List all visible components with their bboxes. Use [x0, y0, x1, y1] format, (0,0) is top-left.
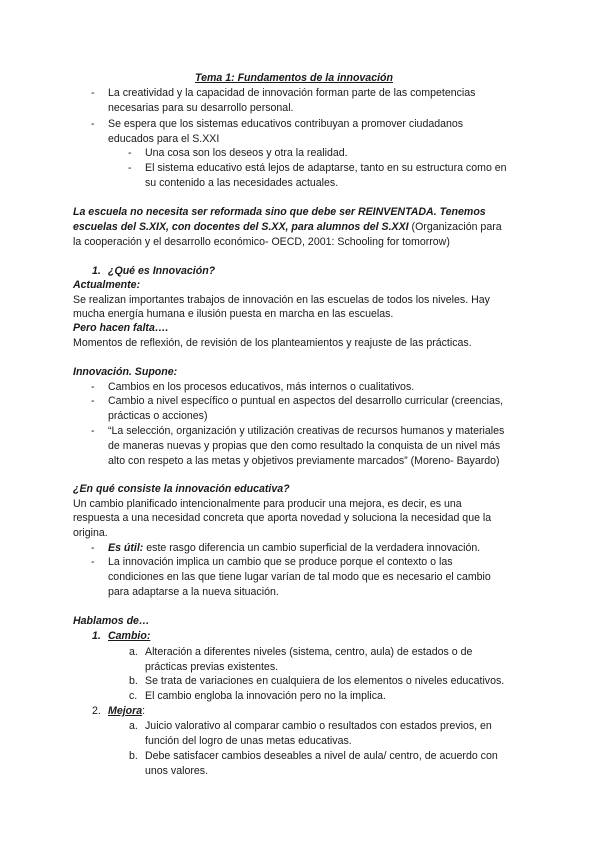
quote-line2-bold: escuelas del S.XIX, con docentes del S.XX, para alumnos del S.XXI [73, 221, 409, 233]
consiste-b2-line2: condiciones en las que tiene lugar varían de tal modo que es necesario el cambio [108, 571, 491, 583]
consiste-b1-rest: este rasgo diferencia un cambio superficial de la verdadera innovación. [143, 542, 481, 554]
mejora-b-letter: b. [129, 750, 138, 762]
cambio-a-line2: prácticas previas existentes. [145, 661, 279, 673]
mejora-label: Mejora [108, 705, 143, 717]
quote-line1: La escuela no necesita ser reformada sino que debe ser REINVENTADA. Tenemos [73, 206, 486, 218]
intro-b2-line1: Se espera que los sistemas educativos contribuyan a promover ciudadanos [108, 118, 464, 130]
mejora-a-line1: Juicio valorativo al comparar cambio o resultados con estados previos, en [145, 720, 492, 732]
mejora-a-line2: función del logro de unas metas educativas. [145, 735, 352, 747]
bullet-dash: - [91, 542, 95, 554]
consiste-b2-line3: para adaptarse a la nueva situación. [108, 586, 279, 598]
supone-b2-line2: prácticas o acciones) [108, 410, 208, 422]
bullet-dash: - [91, 118, 95, 130]
mejora-b-line1: Debe satisfacer cambios deseables a nivel de aula/ centro, de acuerdo con [145, 750, 498, 762]
mejora-number: 2. [92, 705, 101, 717]
quote-line2 [73, 220, 502, 234]
supone-b1: Cambios en los procesos educativos, más internos o cualitativos. [108, 381, 415, 393]
consiste-line1: Un cambio planificado intencionalmente para producir una mejora, es decir, es una [73, 498, 462, 510]
falta-label: Pero hacen falta…. [73, 322, 169, 334]
bullet-dash: - [91, 395, 95, 407]
section1-number: 1. [92, 265, 101, 277]
bullet-dash: - [91, 87, 95, 99]
mejora-b-line2: unos valores. [145, 765, 209, 777]
supone-b3-line3: alto con respeto a las metas y objetivos previamente marcados” (Moreno- Bayardo) [108, 455, 500, 467]
quote-line2-rest: (Organización para [408, 221, 502, 233]
consiste-line3: origina. [73, 527, 108, 539]
cambio-a-line1: Alteración a diferentes niveles (sistema, centro, aula) de estados o de [145, 646, 473, 658]
consiste-b2-line1: La innovación implica un cambio que se produce porque el contexto o las [108, 556, 453, 568]
consiste-b1 [108, 541, 480, 555]
consiste-b1-bold: Es útil: [108, 542, 144, 554]
bullet-dash: - [91, 556, 95, 568]
bullet-dash: - [91, 381, 95, 393]
actualmente-line1: Se realizan importantes trabajos de innovación en las escuelas de todos los niveles. Hay [73, 294, 490, 306]
section1-heading: ¿Qué es Innovación? [108, 265, 216, 277]
intro-sub2-line2: su contenido a las necesidades actuales. [145, 177, 339, 189]
quote-line3: la cooperación y el desarrollo económico- OECD, 2001: Schooling for tomorrow) [73, 236, 450, 248]
consiste-label: ¿En qué consiste la innovación educativa? [73, 483, 290, 495]
bullet-dash: - [128, 147, 132, 159]
cambio-a-letter: a. [129, 646, 138, 658]
intro-sub1: Una cosa son los deseos y otra la realidad. [145, 147, 348, 159]
mejora-colon: : [142, 705, 146, 717]
cambio-number: 1. [92, 630, 101, 642]
intro-b1-line2: necesarias para su desarrollo personal. [108, 102, 294, 114]
supone-b3-line2: de maneras nuevas y propias que den como resultado la conquista de un nivel más [108, 440, 501, 452]
consiste-line2: respuesta a una necesidad concreta que aporta novedad y soluciona la necesidad que la [73, 512, 492, 524]
cambio-c: El cambio engloba la innovación pero no la implica. [145, 690, 386, 702]
cambio-b: Se trata de variaciones en cualquiera de los elementos o niveles educativos. [145, 675, 505, 687]
cambio-b-letter: b. [129, 675, 138, 687]
hablamos-label: Hablamos de… [73, 615, 150, 627]
mejora-heading [108, 704, 145, 718]
bullet-dash: - [128, 162, 132, 174]
bullet-dash: - [91, 425, 95, 437]
intro-b1-line1: La creatividad y la capacidad de innovación forman parte de las competencias [108, 87, 476, 99]
page-title: Tema 1: Fundamentos de la innovación [195, 72, 393, 84]
actualmente-line2: mucha energía humana e ilusión puesta en marcha en las escuelas. [73, 308, 394, 320]
falta-text: Momentos de reflexión, de revisión de los planteamientos y reajuste de las prácticas. [73, 337, 472, 349]
cambio-c-letter: c. [129, 690, 138, 702]
supone-label: Innovación. Supone: [73, 366, 178, 378]
intro-sub2-line1: El sistema educativo está lejos de adaptarse, tanto en su estructura como en [145, 162, 507, 174]
mejora-a-letter: a. [129, 720, 138, 732]
cambio-label: Cambio: [108, 630, 151, 642]
actualmente-label: Actualmente: [73, 279, 141, 291]
supone-b3-line1: “La selección, organización y utilización creativas de recursos humanos y materiales [108, 425, 505, 437]
supone-b2-line1: Cambio a nivel específico o puntual en aspectos del desarrollo curricular (creencias, [108, 395, 504, 407]
intro-b2-line2: educados para el S.XXI [108, 133, 220, 145]
